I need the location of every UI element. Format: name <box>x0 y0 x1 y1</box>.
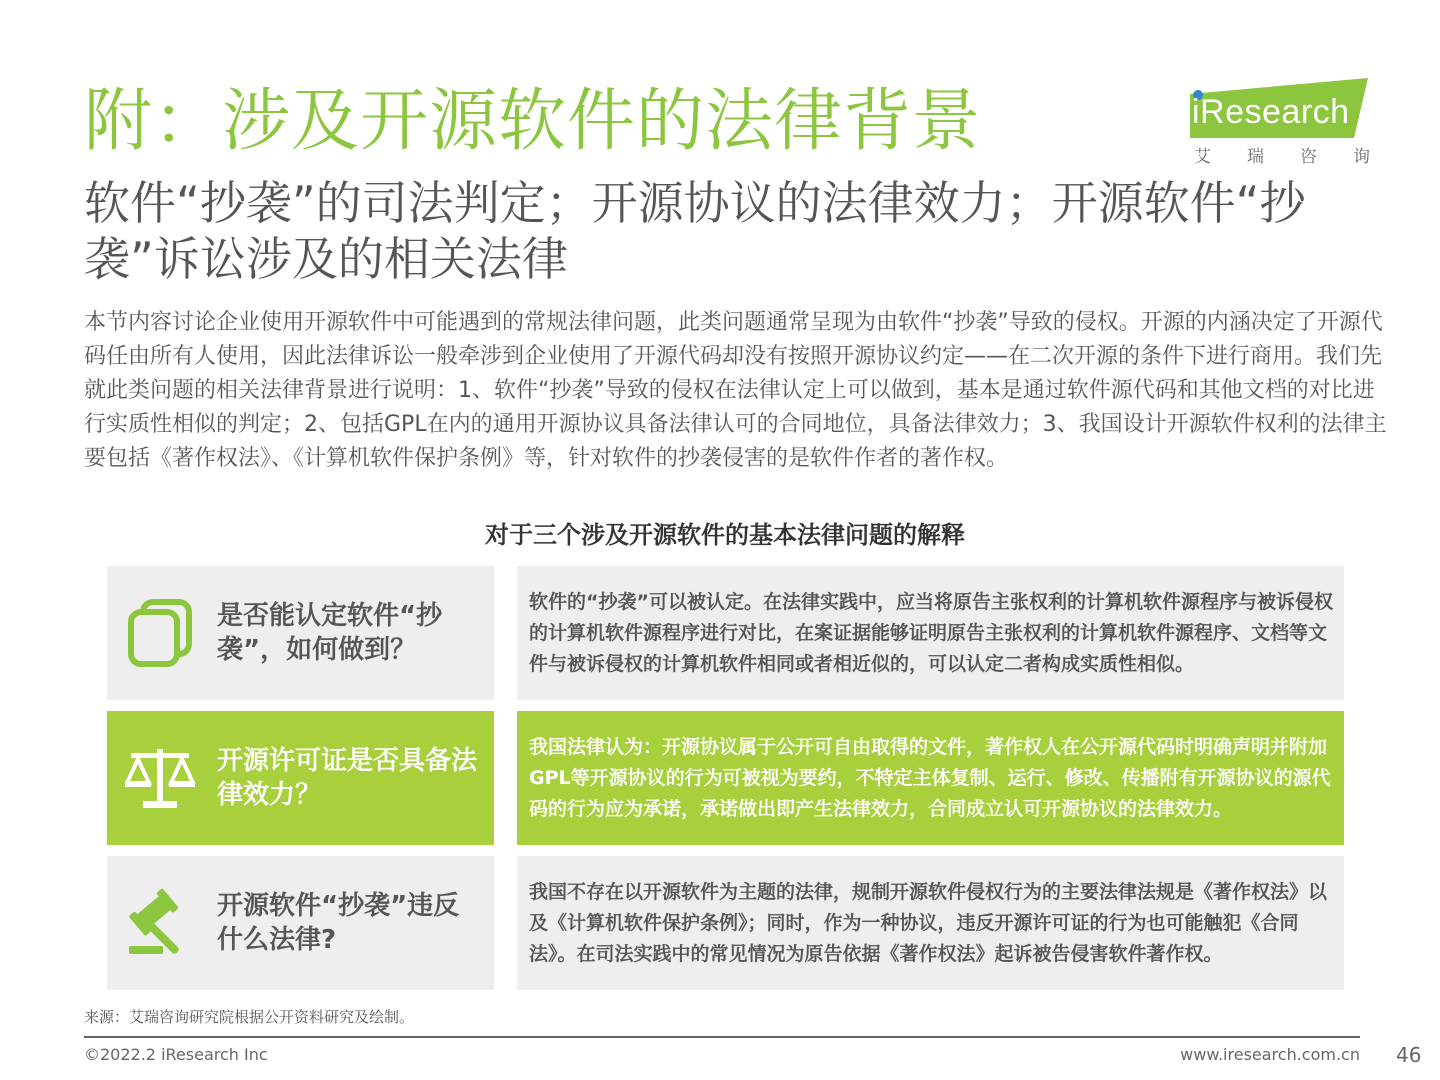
intro-paragraph: 本节内容讨论企业使用开源软件中可能遇到的常规法律问题，此类问题通常呈现为由软件“抄袭”导致的侵权。开源的内涵决定了开源代码任由所有人使用，因此法律诉讼一般牵涉到企业使用了开源代码却没有按照开源协议约定——在二次开源的条件下进行商用。我们先就此类问题的相关法律背景进行说明：1、软件“抄袭”导致的侵权在法律认定上可以做到，基本是通过软件源代码和其他文档的对比进行实质性相似的判定；2、包括GPL在内的通用开源协议具备法律认可的合同地位，具备法律效力；3、我国设计开源软件权利的法律主要包括《著作权法》、《计算机软件保护条例》等，针对软件的抄袭侵害的是软件作者的著作权。 <box>84 310 1387 471</box>
qa-row-applicable-law <box>107 856 1344 990</box>
answer-text: 我国不存在以开源软件为主题的法律，规制开源软件侵权行为的主要法律法规是《著作权法》以及《计算机软件保护条例》；同时，作为一种协议，违反开源许可证的行为也可能触犯《合同法》。在司法实践中的常见情况为原告依据《著作权法》起诉被告侵害软件著作权。 <box>529 880 1328 965</box>
answer-box <box>517 856 1344 990</box>
question-text: 开源软件“抄袭”违反什么法律? <box>217 891 460 955</box>
gavel-icon <box>125 888 195 958</box>
question-box <box>107 566 494 700</box>
iresearch-logo <box>1188 78 1368 168</box>
answer-text: 软件的“抄袭”可以被认定。在法律实践中，应当将原告主张权利的计算机软件源程序与被诉侵权的计算机软件源程序进行对比，在案证据能够证明原告主张权利的计算机软件源程序、文档等文件与被诉侵权的计算机软件相同或者相近似的，可以认定二者构成实质性相似。 <box>529 590 1333 675</box>
scales-icon <box>125 743 195 813</box>
qa-row-copying <box>107 566 1344 700</box>
logo-char: 询 <box>1353 147 1370 167</box>
copy-icon <box>125 598 195 668</box>
logo-char: 艾 <box>1194 147 1211 167</box>
section-heading: 对于三个涉及开源软件的基本法律问题的解释 <box>485 521 965 549</box>
question-text: 是否能认定软件“抄袭”，如何做到？ <box>217 601 443 665</box>
answer-text: 我国法律认为：开源协议属于公开可自由取得的文件，著作权人在公开源代码时明确声明并附加GPL等开源协议的行为可被视为要约，不特定主体复制、运行、修改、传播附有开源协议的源代码的行为应为承诺，承诺做出即产生法律效力，合同成立认可开源协议的法律效力。 <box>529 735 1331 820</box>
website-link[interactable]: www.iresearch.com.cn <box>1180 1045 1360 1064</box>
logo-char: 瑞 <box>1247 147 1264 167</box>
page-subtitle: 软件“抄袭”的司法判定；开源协议的法律效力；开源软件“抄袭”诉讼涉及的相关法律 <box>84 176 1306 286</box>
question-text: 开源许可证是否具备法律效力？ <box>217 746 478 810</box>
source-note: 来源：艾瑞咨询研究院根据公开资料研究及绘制。 <box>84 1008 415 1026</box>
logo-wordmark: iResearch <box>1192 93 1350 131</box>
footer-divider <box>84 1036 1360 1038</box>
answer-box <box>517 711 1344 845</box>
page-number: 46 <box>1396 1043 1422 1067</box>
answer-box <box>517 566 1344 700</box>
page-title: 附：涉及开源软件的法律背景 <box>84 82 982 161</box>
copyright-text: ©2022.2 iResearch Inc <box>84 1045 268 1064</box>
qa-row-license-validity <box>107 711 1344 845</box>
logo-char: 咨 <box>1300 147 1317 167</box>
question-box <box>107 856 494 990</box>
question-box <box>107 711 494 845</box>
logo-chinese-name <box>1194 142 1370 167</box>
